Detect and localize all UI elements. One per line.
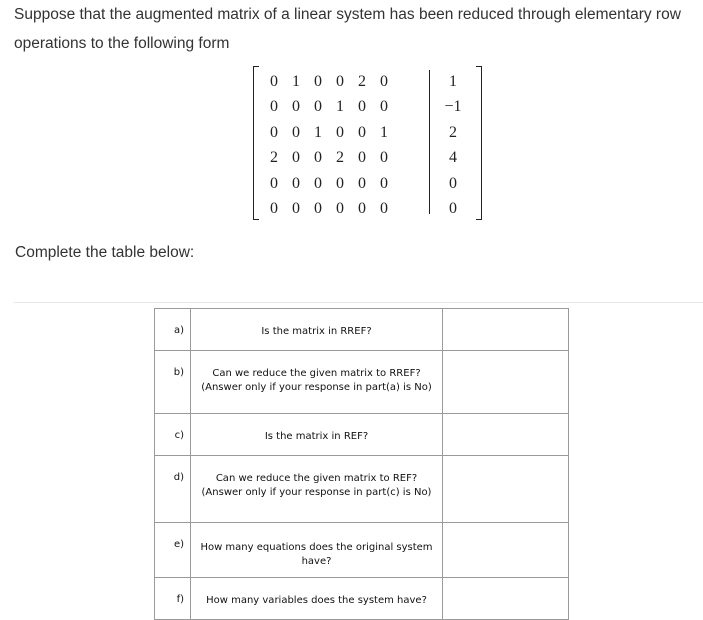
matrix-entry: 0 [358, 149, 366, 167]
matrix-entry: 0 [380, 200, 388, 218]
matrix-entry: 0 [270, 200, 278, 218]
table-row [155, 523, 569, 578]
augmented-column [434, 69, 472, 222]
answer-cell[interactable] [443, 414, 569, 456]
matrix-entry: 0 [270, 72, 278, 90]
question-text: Can we reduce the given matrix to RREF? [212, 368, 421, 379]
matrix-entry: 0 [292, 123, 300, 141]
matrix-entry: 0 [292, 174, 300, 192]
matrix-row [263, 171, 395, 197]
answer-cell[interactable] [443, 578, 569, 620]
matrix-entry: 0 [314, 98, 322, 116]
question-cell [191, 456, 443, 523]
question-cell [191, 414, 443, 456]
matrix-entry: 1 [314, 123, 322, 141]
question-note: (Answer only if your response in part(a) is No) [201, 382, 432, 393]
table-row [155, 456, 569, 523]
matrix-entry: 2 [270, 149, 278, 167]
matrix-entry: 0 [358, 200, 366, 218]
intro-line-2: operations to the following form [14, 35, 230, 52]
row-label: b) [155, 351, 191, 414]
matrix-entry: 0 [270, 98, 278, 116]
matrix-row [263, 120, 395, 146]
augmented-entry: 0 [449, 174, 457, 192]
matrix-entry: 0 [380, 72, 388, 90]
row-label: d) [155, 456, 191, 523]
row-label: a) [155, 309, 191, 351]
table-row [155, 351, 569, 414]
matrix-entry: 0 [380, 149, 388, 167]
question-text: Is the matrix in RREF? [261, 326, 372, 337]
intro-line-1: Suppose that the augmented matrix of a linear system has been reduced through elementary row [14, 6, 681, 23]
matrix-entry: 1 [292, 72, 300, 90]
table-row [155, 309, 569, 351]
answer-cell[interactable] [443, 351, 569, 414]
answer-cell[interactable] [443, 309, 569, 351]
question-text: How many equations does the original system [200, 542, 433, 553]
matrix-entry: 0 [336, 123, 344, 141]
left-bracket [253, 66, 259, 220]
question-text: How many variables does the system have? [206, 595, 427, 606]
row-label: f) [155, 578, 191, 620]
row-label: e) [155, 523, 191, 578]
question-cell [191, 309, 443, 351]
matrix-row [263, 197, 395, 223]
question-table [154, 308, 569, 620]
augmented-entry: 2 [449, 123, 457, 141]
matrix-entry: 0 [358, 98, 366, 116]
matrix-entry: 0 [314, 72, 322, 90]
matrix-entry: 0 [292, 98, 300, 116]
matrix-entry: 0 [314, 174, 322, 192]
matrix-row [263, 69, 395, 95]
augmented-entry: 4 [449, 149, 457, 167]
matrix-entry: 0 [380, 98, 388, 116]
augmented-matrix [253, 64, 482, 224]
table-row [155, 578, 569, 620]
augmented-entry: −1 [444, 98, 462, 116]
matrix-row [263, 146, 395, 172]
matrix-entry: 0 [314, 200, 322, 218]
question-cell [191, 351, 443, 414]
question-cell [191, 523, 443, 578]
matrix-entry: 0 [358, 174, 366, 192]
matrix-entry: 0 [336, 174, 344, 192]
matrix-entry: 0 [270, 174, 278, 192]
matrix-entry: 0 [358, 123, 366, 141]
question-text: Can we reduce the given matrix to REF? [215, 473, 418, 484]
table-row [155, 414, 569, 456]
augment-divider [429, 70, 430, 214]
matrix-entry: 0 [336, 200, 344, 218]
matrix-entry: 0 [314, 149, 322, 167]
matrix-entry: 0 [336, 72, 344, 90]
augmented-entry: 0 [449, 200, 457, 218]
question-text-cont: have? [301, 556, 332, 567]
augmented-entry: 1 [449, 72, 457, 90]
answer-cell[interactable] [443, 523, 569, 578]
matrix-entry: 1 [336, 98, 344, 116]
complete-table-label: Complete the table below: [15, 244, 195, 261]
matrix-entry: 2 [358, 72, 366, 90]
matrix-entry: 2 [336, 149, 344, 167]
answer-cell[interactable] [443, 456, 569, 523]
question-cell [191, 578, 443, 620]
matrix-entry: 0 [270, 123, 278, 141]
matrix-entry: 0 [292, 200, 300, 218]
question-note: (Answer only if your response in part(c) is No) [201, 487, 432, 498]
matrix-entry: 0 [380, 174, 388, 192]
problem-intro [14, 0, 703, 52]
matrix-row [263, 95, 395, 121]
divider [14, 302, 703, 303]
coefficient-block [263, 69, 395, 222]
row-label: c) [155, 414, 191, 456]
right-bracket [476, 66, 482, 220]
matrix-entry: 1 [380, 123, 388, 141]
matrix-entry: 0 [292, 149, 300, 167]
question-text: Is the matrix in REF? [264, 431, 369, 442]
